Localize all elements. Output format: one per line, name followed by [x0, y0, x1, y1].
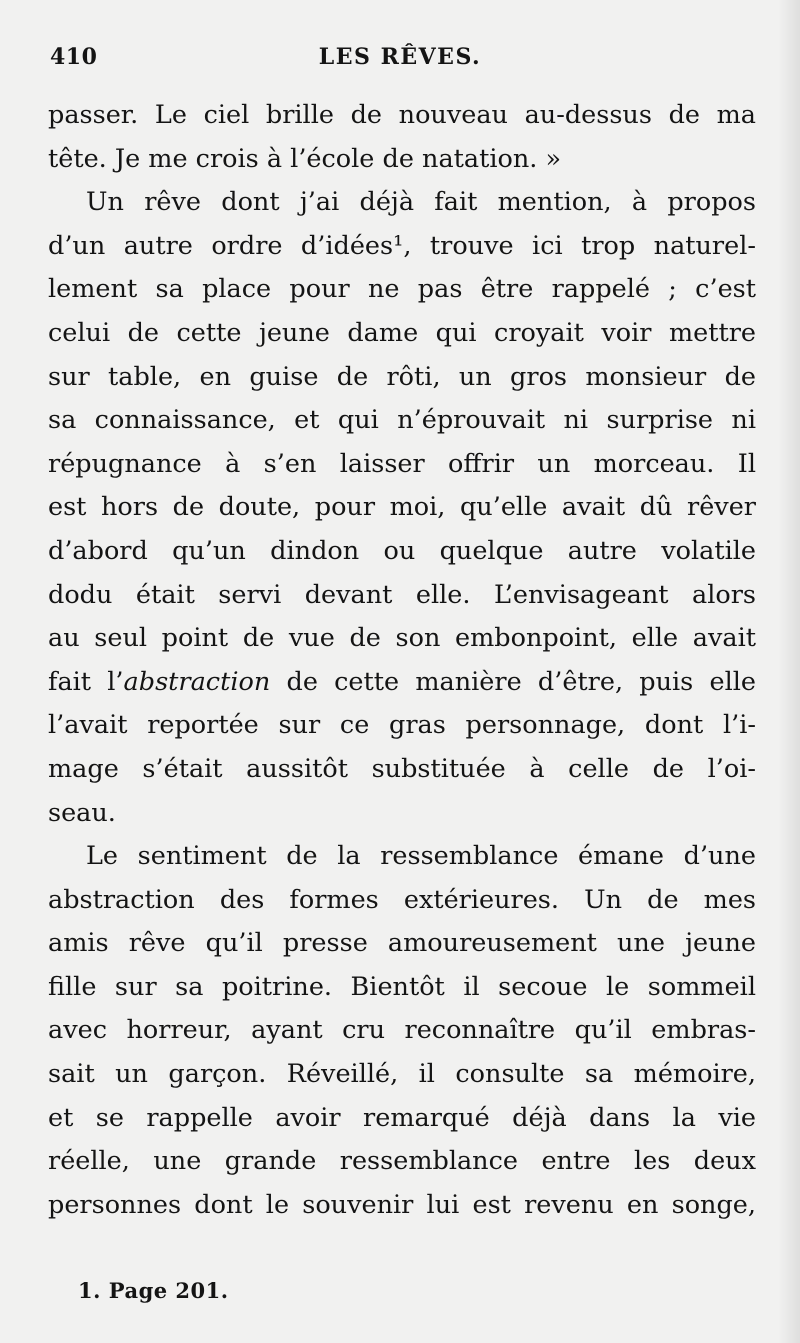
text-fragment: de cette manière d’être, puis elle [270, 666, 756, 697]
text-line: Le sentiment de la ressemblance émane d’une [86, 841, 756, 872]
text-line: fille sur sa poitrine. Bientôt il secoue le sommeil [48, 971, 756, 1002]
text-line: d’abord qu’un dindon ou quelque autre volatile [48, 535, 756, 566]
footnote: 1. Page 201. [78, 1278, 229, 1303]
text-line: tête. Je me crois à l’école de natation. » [48, 143, 562, 174]
text-line: est hors de doute, pour moi, qu’elle avait dû rêver [48, 492, 756, 523]
text-line: l’avait reportée sur ce gras personnage, dont l’i- [48, 710, 756, 741]
text-line: sait un garçon. Réveillé, il consulte sa mémoire, [48, 1059, 756, 1090]
text-line: passer. Le ciel brille de nouveau au-dessus de ma [48, 100, 756, 130]
body-text [48, 94, 756, 1227]
text-line: dodu était servi devant elle. L’envisageant alors [48, 579, 756, 610]
text-line: et se rappelle avoir remarqué déjà dans la vie [48, 1102, 756, 1133]
page-header [50, 44, 750, 80]
text-line: sur table, en guise de rôti, un gros monsieur de [48, 361, 756, 392]
text-line: lement sa place pour ne pas être rappelé ; c’est [48, 274, 756, 305]
text-line: d’un autre ordre d’idées¹, trouve ici trop naturel- [48, 230, 756, 261]
text-line: personnes dont le souvenir lui est revenu en songe, [48, 1189, 756, 1220]
text-fragment: fait l’ [48, 666, 124, 697]
text-line: abstraction des formes extérieures. Un de mes [48, 884, 756, 915]
text-line: avec horreur, ayant cru reconnaître qu’il embras- [48, 1015, 756, 1046]
text-line: réelle, une grande ressemblance entre les deux [48, 1146, 756, 1177]
text-line: sa connaissance, et qui n’éprouvait ni surprise ni [48, 405, 756, 436]
italic-word: abstraction [123, 666, 271, 697]
text-line: mage s’était aussitôt substituée à celle de l’oi- [48, 753, 756, 784]
text-line: celui de cette jeune dame qui croyait voir mettre [48, 317, 756, 348]
text-line-with-italic [48, 661, 756, 705]
text-line: répugnance à s’en laisser offrir un morceau. Il [48, 448, 756, 479]
running-title: LES RÊVES. [318, 44, 482, 70]
page-number: 410 [50, 44, 98, 70]
text-line: Un rêve dont j’ai déjà fait mention, à propos [86, 187, 756, 218]
text-line: seau. [48, 797, 116, 828]
text-line: amis rêve qu’il presse amoureusement une jeune [48, 928, 756, 959]
text-line: au seul point de vue de son embonpoint, elle avait [48, 623, 756, 654]
